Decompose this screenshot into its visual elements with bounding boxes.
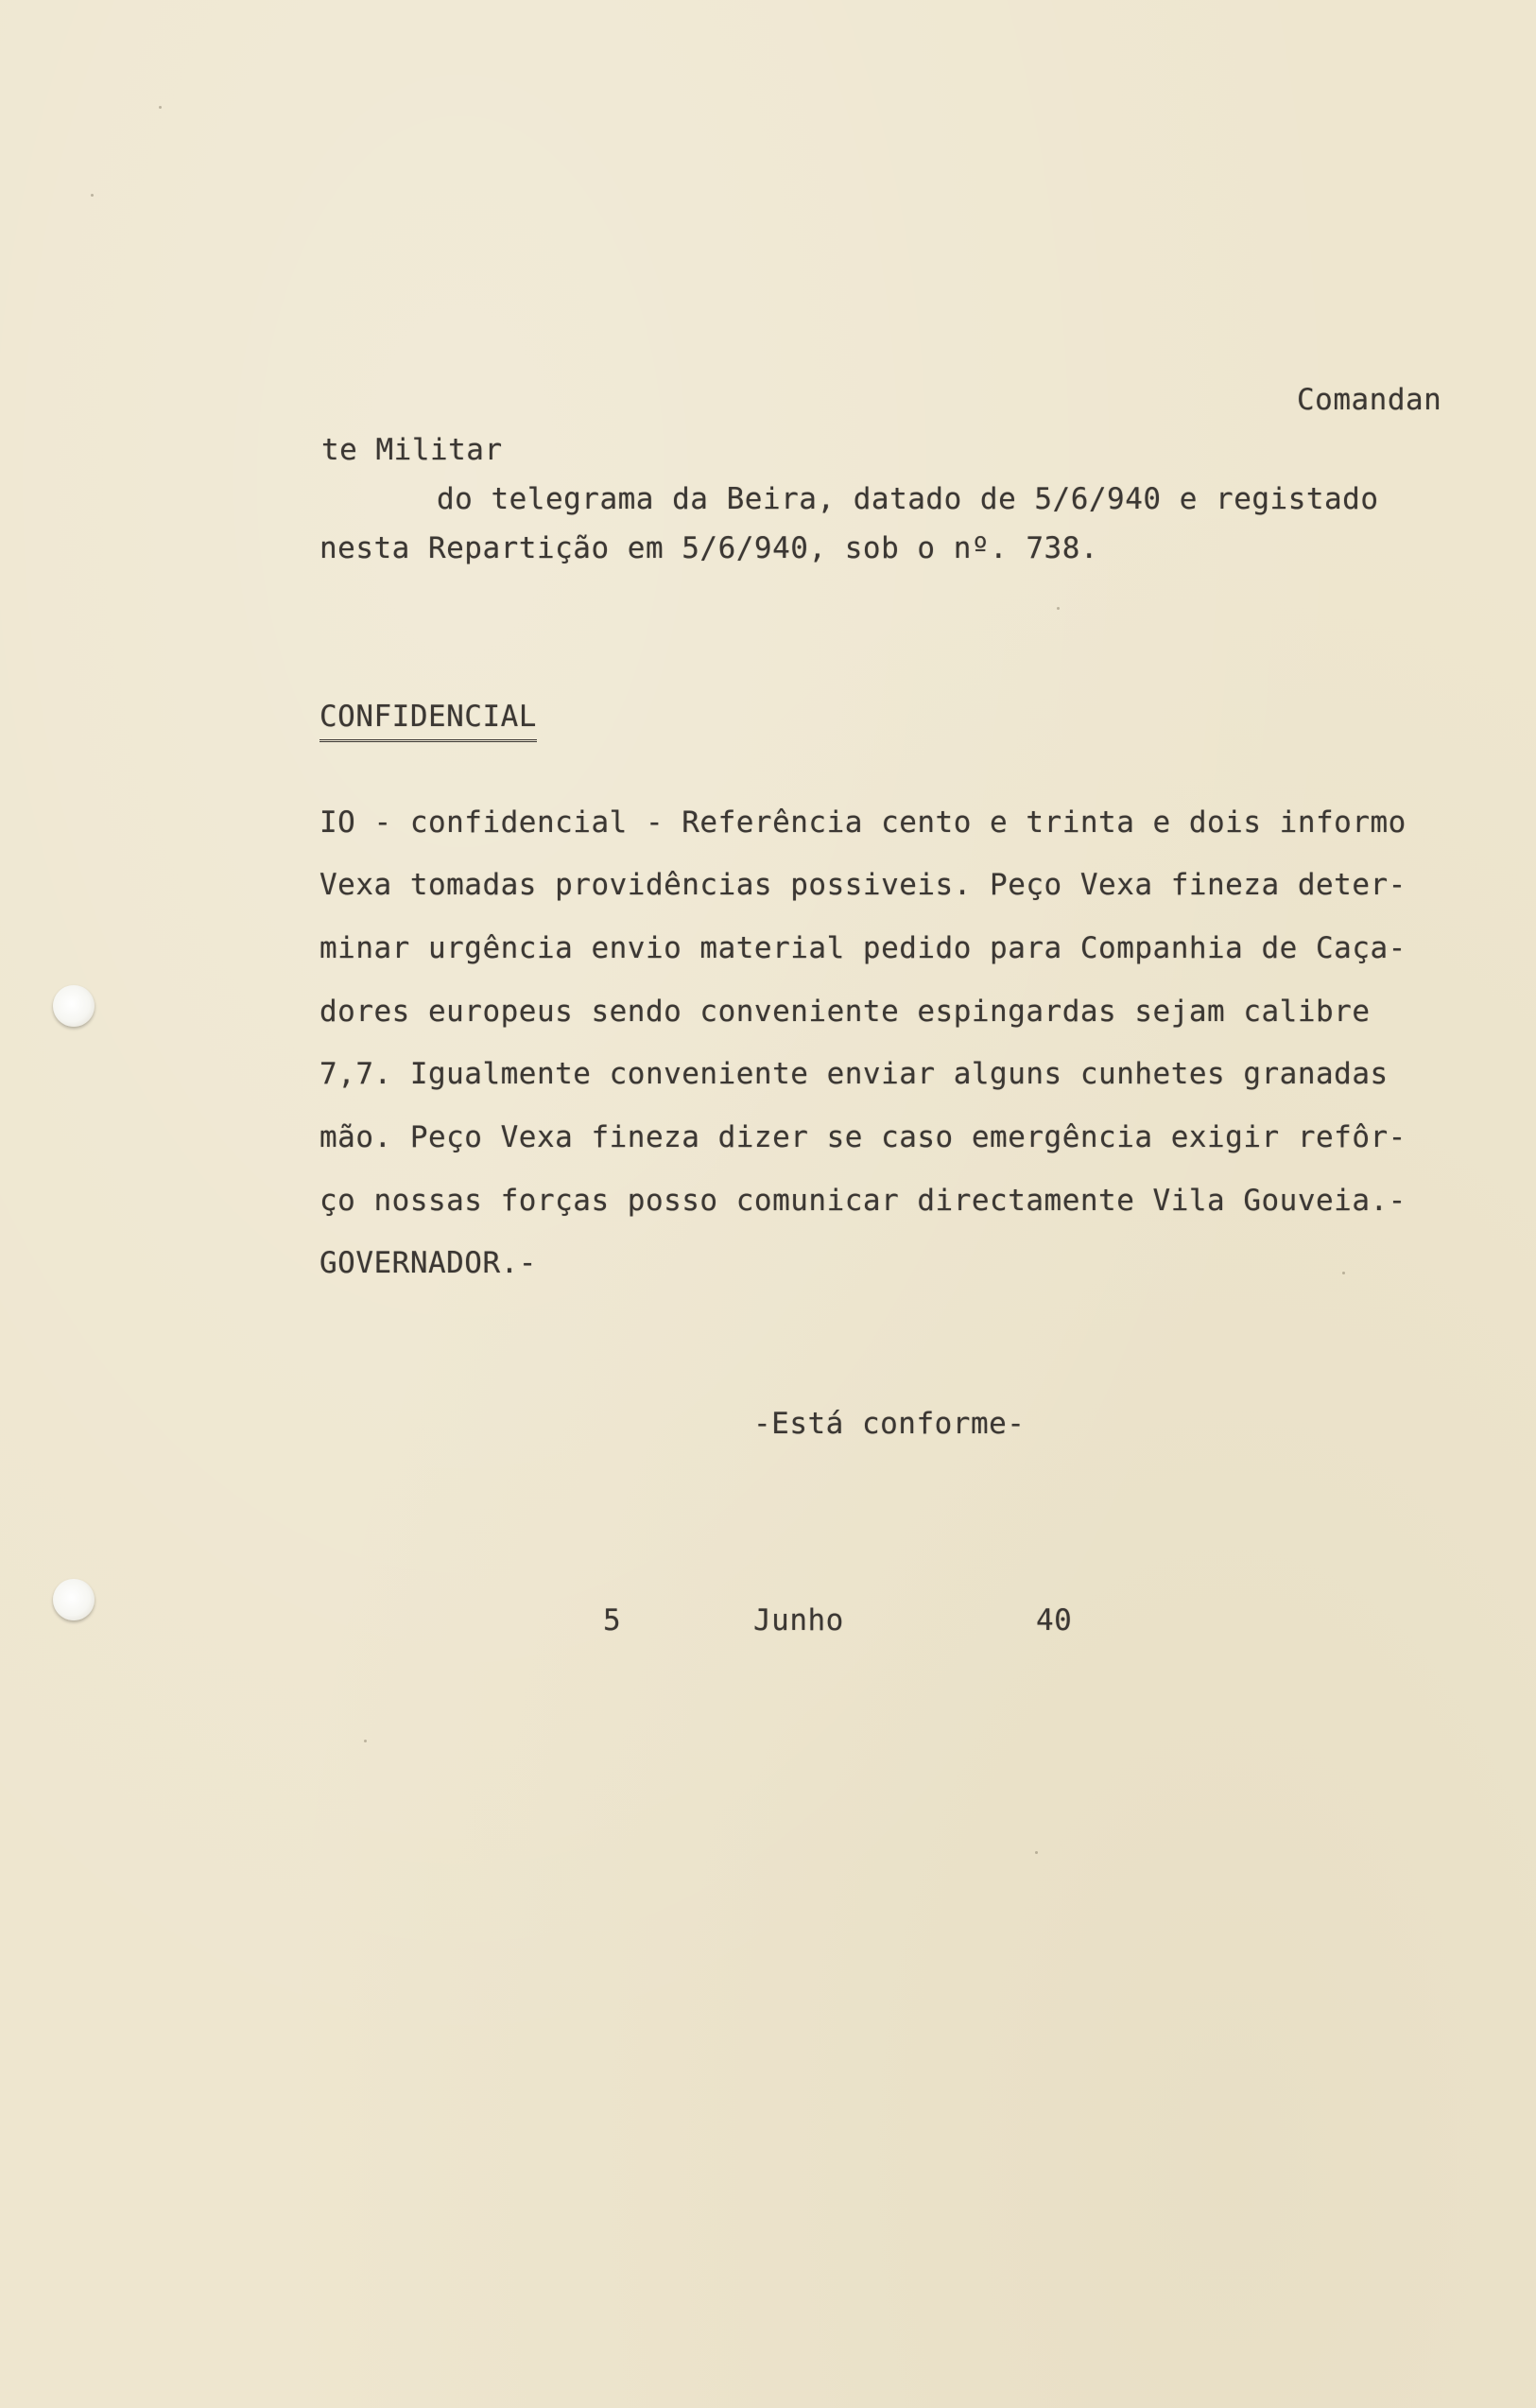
telegram-reference-line-2: nesta Repartição em 5/6/940, sob o nº. 738. bbox=[319, 531, 1099, 565]
certification-text: -Está conforme- bbox=[753, 1407, 1026, 1441]
punch-hole-upper bbox=[53, 985, 95, 1027]
date-year: 40 bbox=[1036, 1603, 1073, 1637]
header-addressee-fragment: Comandan bbox=[1297, 383, 1442, 417]
date-month: Junho bbox=[753, 1603, 844, 1637]
body-line: ço nossas forças posso comunicar directamente Vila Gouveia.- bbox=[319, 1184, 1407, 1218]
signature-line: GOVERNADOR.- bbox=[319, 1246, 537, 1280]
body-line: Vexa tomadas providências possiveis. Peço Vexa fineza deter- bbox=[319, 868, 1407, 902]
body-line: IO - confidencial - Referência cento e trinta e dois informo bbox=[319, 806, 1407, 840]
header-addressee-continuation: te Militar bbox=[321, 433, 503, 467]
paper-speck bbox=[1035, 1851, 1038, 1854]
paper-speck bbox=[1057, 607, 1060, 610]
telegram-reference-line-1: do telegrama da Beira, datado de 5/6/940 e registado bbox=[437, 482, 1379, 516]
body-line: dores europeus sendo conveniente espingardas sejam calibre bbox=[319, 995, 1371, 1029]
body-line: minar urgência envio material pedido para Companhia de Caça- bbox=[319, 931, 1407, 965]
paper-speck bbox=[91, 194, 94, 197]
paper-speck bbox=[364, 1740, 367, 1742]
body-line: 7,7. Igualmente conveniente enviar alguns cunhetes granadas bbox=[319, 1057, 1389, 1091]
paper-speck bbox=[159, 106, 162, 109]
body-line: mão. Peço Vexa fineza dizer se caso emergência exigir refôr- bbox=[319, 1120, 1407, 1154]
paper-speck bbox=[1342, 1272, 1345, 1274]
punch-hole-lower bbox=[53, 1579, 95, 1620]
date-day: 5 bbox=[603, 1603, 622, 1637]
classification-heading: CONFIDENCIAL bbox=[319, 700, 537, 742]
